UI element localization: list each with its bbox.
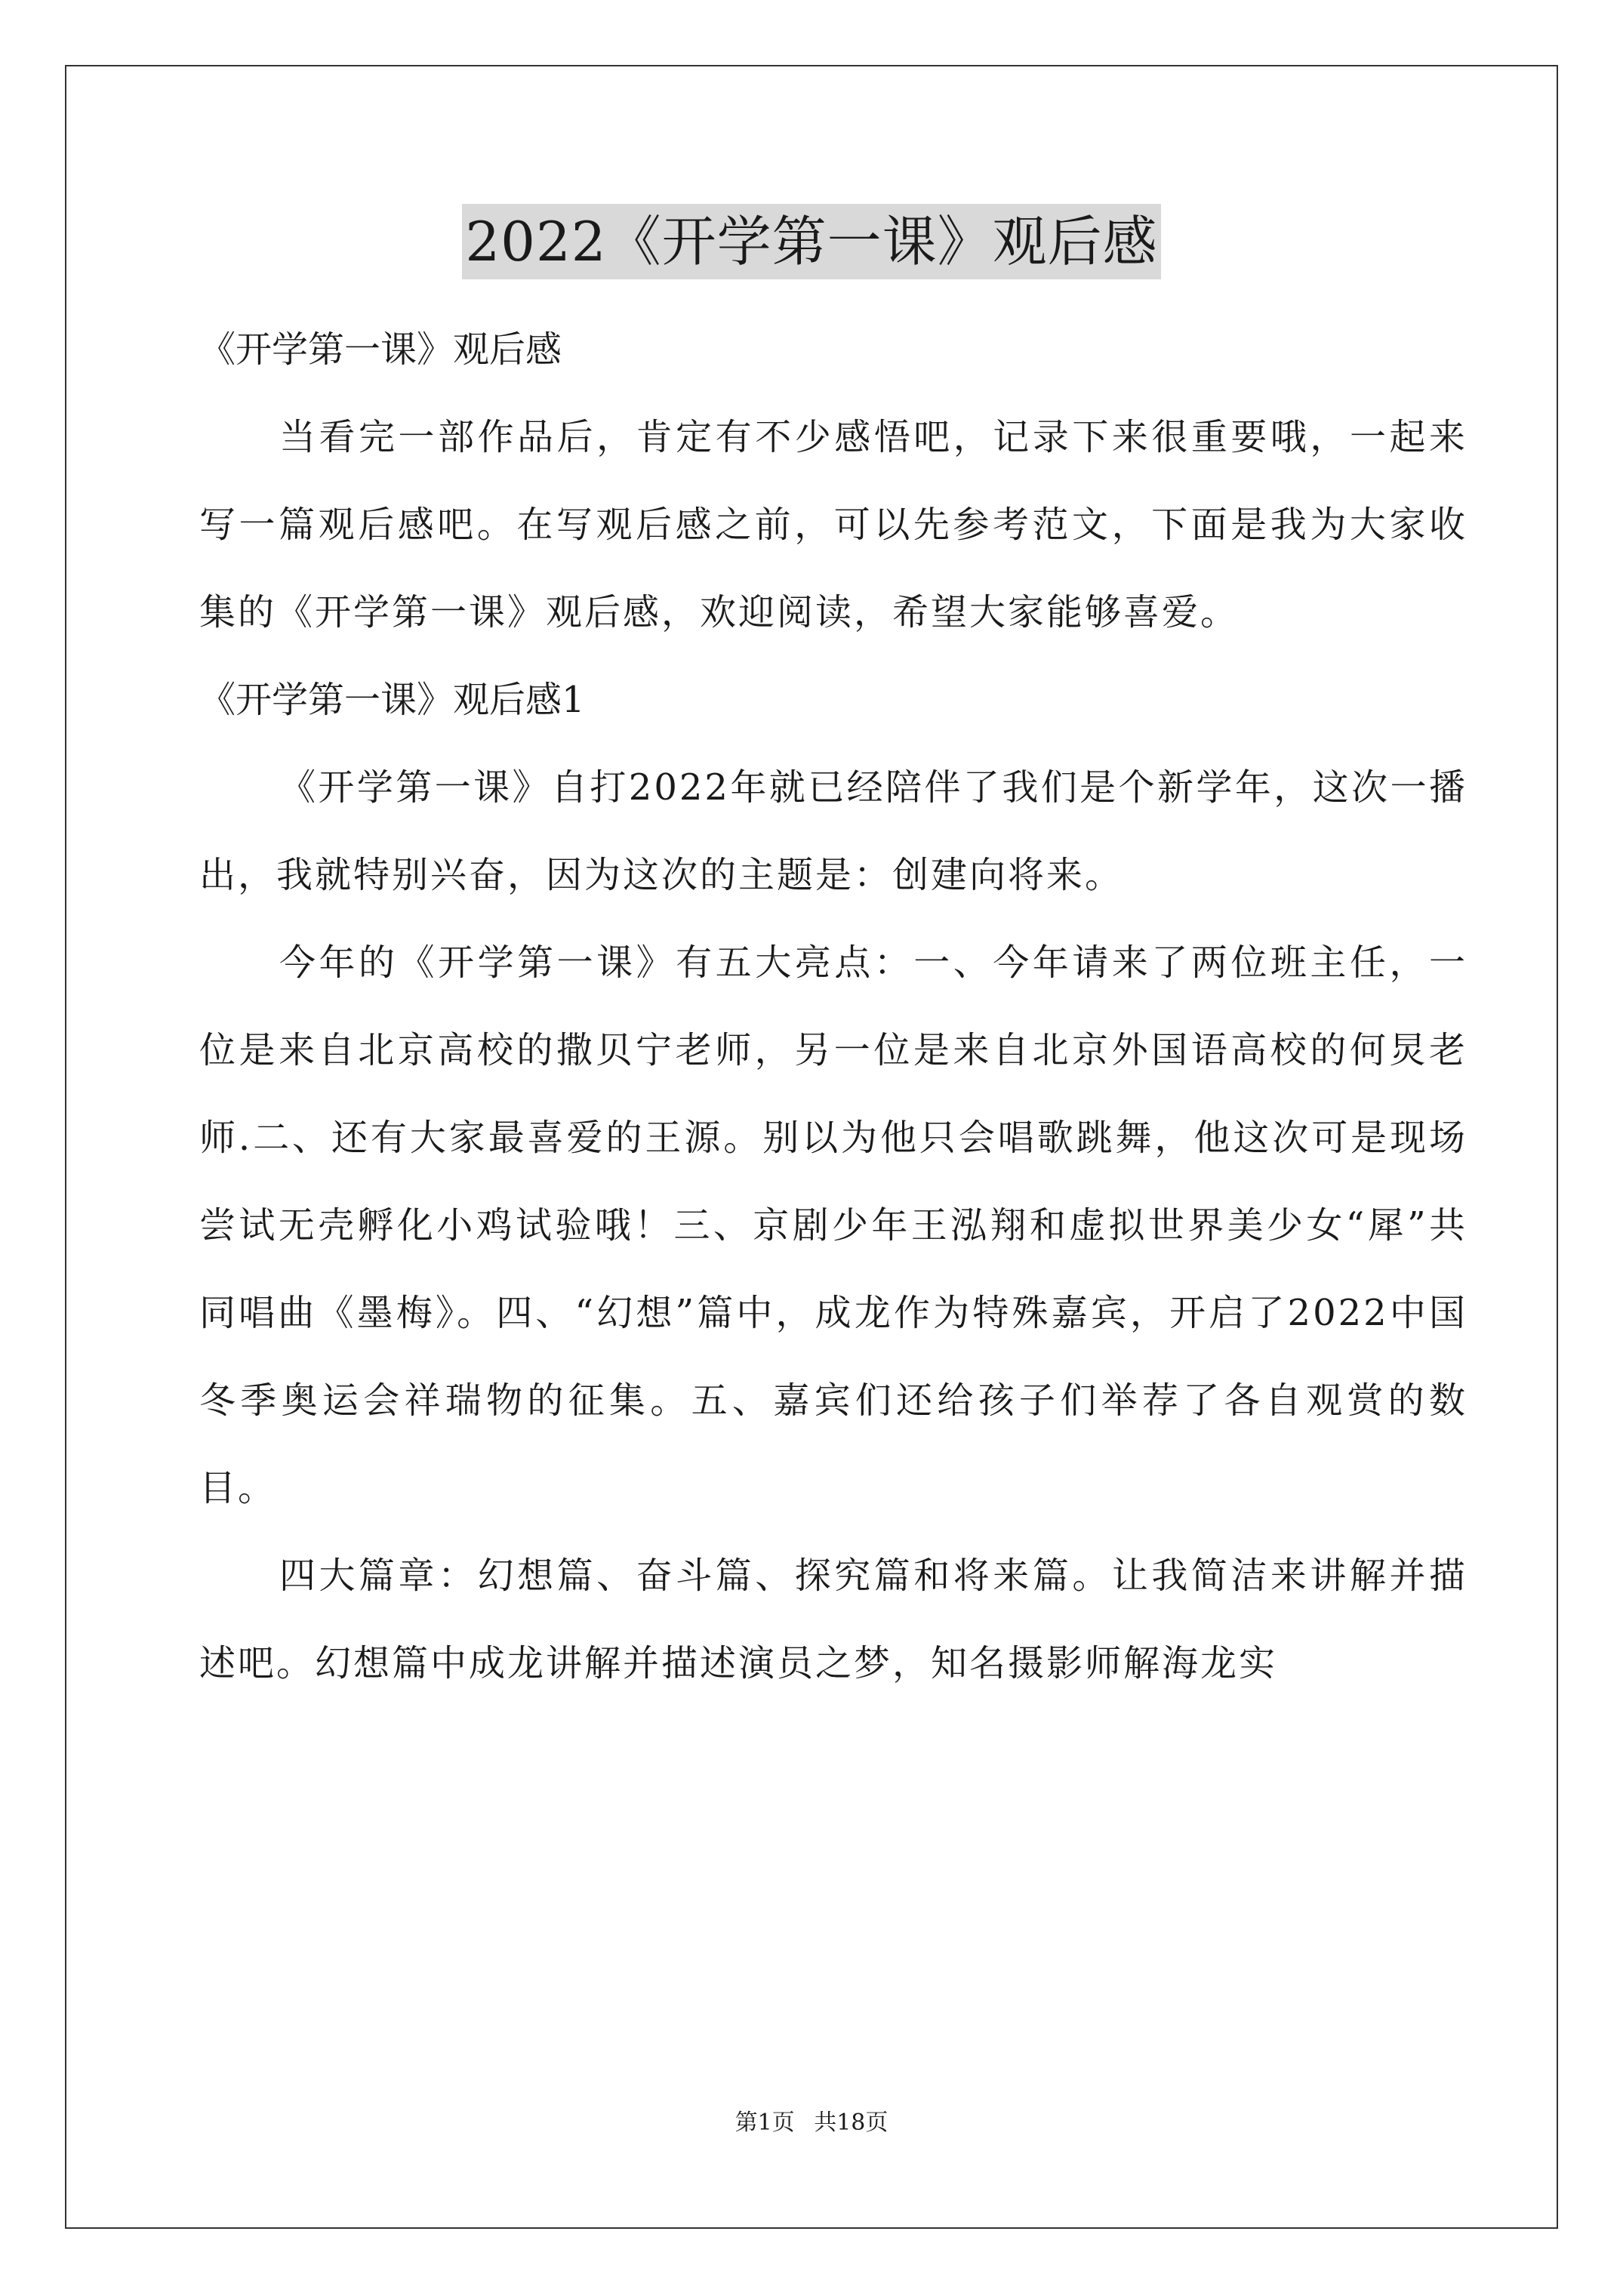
document-subtitle: 《开学第一课》观后感: [199, 328, 562, 371]
body-paragraph: 今年的《开学第一课》有五大亮点：一、今年请来了两位班主任，一位是来自北京高校的撒贝宁老师，另一位是来自北京外国语高校的何炅老师.二、还有大家最喜爱的王源。别以为他只会唱歌跳舞，他这次可是现场尝试无壳孵化小鸡试验哦！三、京剧少年王泓翔和虚拟世界美少女“犀”共同唱曲《墨梅》。四、“幻想”篇中，成龙作为特殊嘉宾，开启了2022中国冬季奥运会祥瑞物的征集。五、嘉宾们还给孩子们举荐了各自观赏的数目。: [199, 942, 1467, 1509]
intro-paragraph: 当看完一部作品后，肯定有不少感悟吧，记录下来很重要哦，一起来写一篇观后感吧。在写观后感之前，可以先参考范文，下面是我为大家收集的《开学第一课》观后感，欢迎阅读，希望大家能够喜爱。: [199, 416, 1467, 633]
page-number-current: 第1页: [735, 2110, 795, 2136]
section-heading: 《开学第一课》观后感1: [199, 679, 585, 721]
body-paragraph: 四大篇章：幻想篇、奋斗篇、探究篇和将来篇。让我简洁来讲解并描述吧。幻想篇中成龙讲解并描述演员之梦，知名摄影师解海龙实: [199, 1555, 1467, 1684]
page-footer: [0, 2108, 1623, 2138]
document-body: [199, 306, 1467, 1707]
document-title: 2022《开学第一课》观后感: [462, 204, 1160, 279]
title-container: [0, 204, 1623, 279]
body-paragraph: 《开学第一课》自打2022年就已经陪伴了我们是个新学年，这次一播出，我就特别兴奋，因为这次的主题是：创建向将来。: [199, 766, 1467, 896]
page-number-total: 共18页: [814, 2110, 888, 2136]
